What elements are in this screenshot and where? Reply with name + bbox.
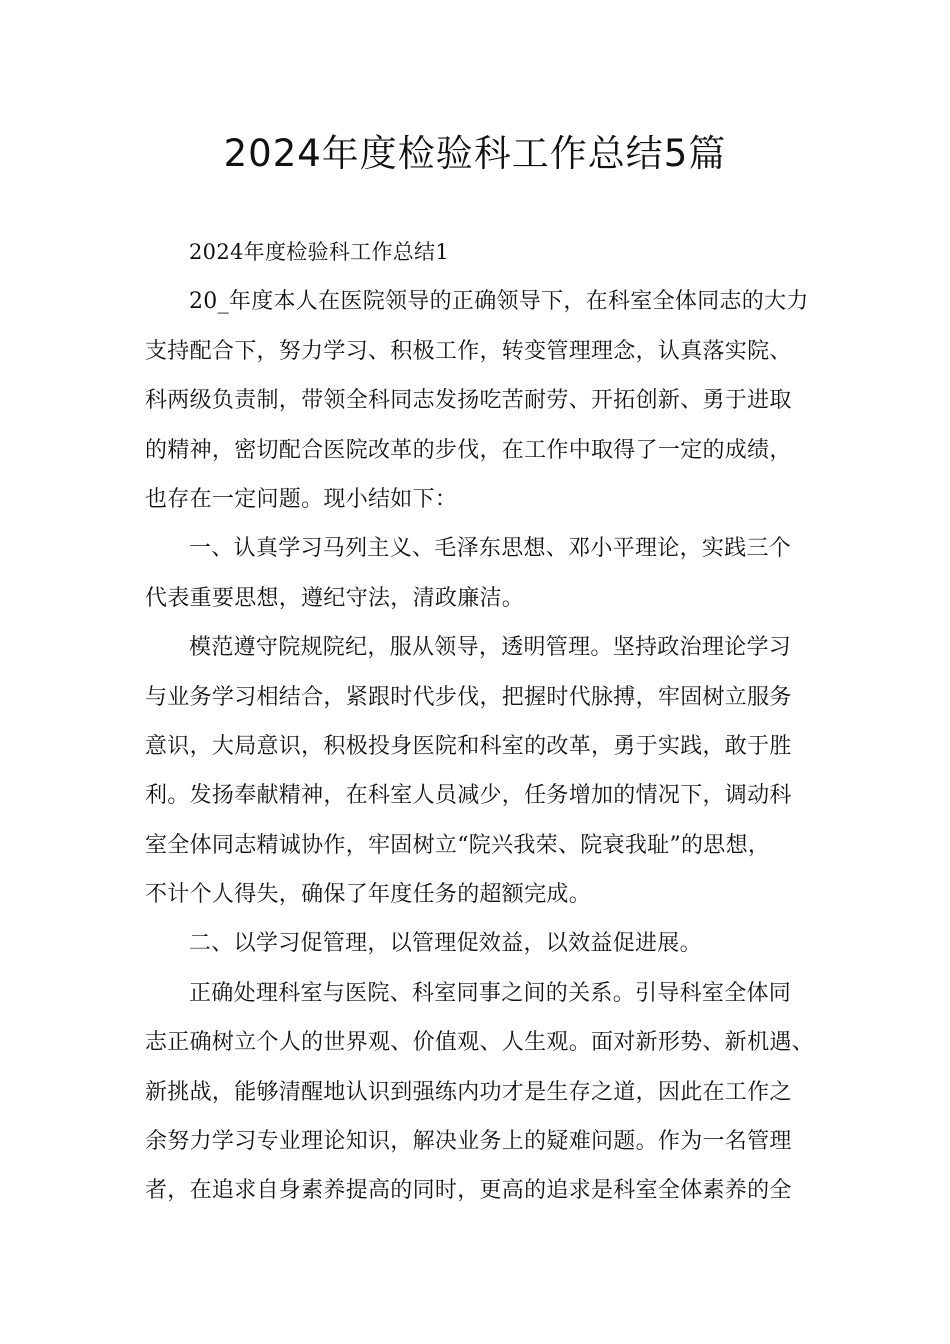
text-line: 也存在一定问题。现小结如下： bbox=[145, 486, 458, 512]
text-line: 者，在追求自身素养提高的同时，更高的追求是科室全体素养的全 bbox=[145, 1178, 792, 1204]
text-line: 余努力学习专业理论知识，解决业务上的疑难问题。作为一名管理 bbox=[145, 1129, 792, 1155]
text-line: 正确处理科室与医院、科室同事之间的关系。引导科室全体同 bbox=[189, 980, 792, 1006]
text-line: 室全体同志精诚协作，牢固树立“院兴我荣、院衰我耻”的思想， bbox=[145, 832, 771, 858]
text-line: 二、以学习促管理，以管理促效益，以效益促进展。 bbox=[189, 931, 702, 957]
text-line: 不计个人得失，确保了年度任务的超额完成。 bbox=[145, 882, 592, 908]
text-line: 的精神，密切配合医院改革的步伐，在工作中取得了一定的成绩， bbox=[145, 437, 792, 463]
text-line: 模范遵守院规院纪，服从领导，透明管理。坚持政治理论学习 bbox=[189, 635, 792, 661]
document-title: 2024年度检验科工作总结5篇 bbox=[223, 132, 727, 175]
section-heading: 2024年度检验科工作总结1 bbox=[189, 240, 450, 264]
document-body bbox=[145, 228, 815, 1216]
text-line: 意识，大局意识，积极投身医院和科室的改革，勇于实践，敢于胜 bbox=[145, 733, 792, 759]
text-line: 代表重要思想，遵纪守法，清政廉洁。 bbox=[145, 585, 525, 611]
text-line: 支持配合下，努力学习、积极工作，转变管理理念，认真落实院、 bbox=[145, 338, 792, 364]
text-line: 新挑战，能够清醒地认识到强练内功才是生存之道，因此在工作之 bbox=[145, 1079, 792, 1105]
text-line: 与业务学习相结合，紧跟时代步伐，把握时代脉搏，牢固树立服务 bbox=[145, 684, 792, 710]
text-line: 利。发扬奉献精神，在科室人员减少，任务增加的情况下，调动科 bbox=[145, 783, 792, 809]
text-line: 20_年度本人在医院领导的正确领导下，在科室全体同志的大力 bbox=[189, 289, 809, 315]
text-line: 志正确树立个人的世界观、价值观、人生观。面对新形势、新机遇、 bbox=[145, 1030, 815, 1056]
text-line: 一、认真学习马列主义、毛泽东思想、邓小平理论，实践三个 bbox=[189, 536, 792, 562]
text-line: 科两级负责制，带领全科同志发扬吃苦耐劳、开拓创新、勇于进取 bbox=[145, 388, 792, 414]
